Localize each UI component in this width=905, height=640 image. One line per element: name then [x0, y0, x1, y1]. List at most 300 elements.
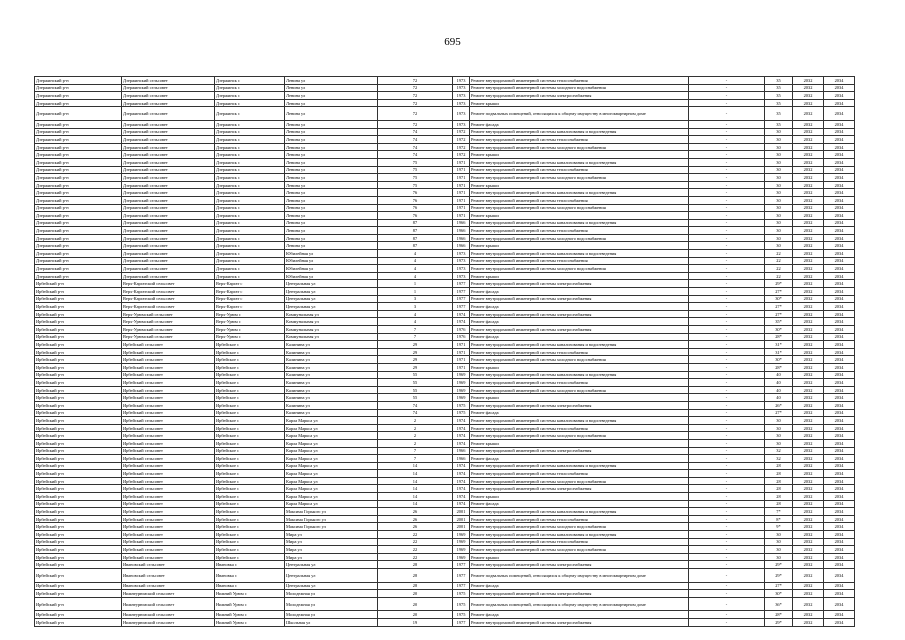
cell-house: 22 [378, 546, 453, 554]
cell-works: Ремонт внутридомовой инженерной системы канализования и водоотведения [470, 508, 689, 516]
cell-works: Ремонт внутридомовой инженерной системы электроснабжения [470, 561, 689, 569]
cell-year: 1974 [453, 310, 470, 318]
cell-settlement: Дзержинский сельсовет [122, 84, 215, 92]
cell-settlement: Ирбейский сельсовет [122, 455, 215, 463]
cell-district: Дзержинский р-н [35, 234, 122, 242]
cell-street: Ленина ул [285, 166, 378, 174]
cell-year_from: 2032 [793, 136, 824, 144]
cell-year_to: 2034 [824, 546, 855, 554]
cell-works: Ремонт крыши [470, 242, 689, 250]
cell-locality: Дзержинск с [215, 257, 285, 265]
cell-year_to: 2034 [824, 333, 855, 341]
cell-year: 1974 [453, 318, 470, 326]
cell-works: Ремонт внутридомовой инженерной системы канализования и водоотведения [470, 158, 689, 166]
cell-locality: Ирбейское с [215, 356, 285, 364]
cell-house: 22 [378, 531, 453, 539]
cell-dash: - [689, 92, 765, 100]
cell-district: Ирбейский р-н [35, 303, 122, 311]
cell-year_to: 2034 [824, 590, 855, 598]
cell-year: 1977 [453, 561, 470, 569]
cell-works: Ремонт фасада [470, 409, 689, 417]
cell-locality: Дзержинск с [215, 174, 285, 182]
cell-district: Ирбейский р-н [35, 493, 122, 501]
cell-house: 1 [378, 288, 453, 296]
cell-works: Ремонт внутридомовой инженерной системы электроснабжения [470, 618, 689, 626]
cell-year_from: 2032 [793, 394, 824, 402]
cell-year_from: 2032 [793, 470, 824, 478]
cell-percent: 30 [765, 196, 793, 204]
cell-district: Ирбейский р-н [35, 508, 122, 516]
cell-year_to: 2034 [824, 401, 855, 409]
cell-year_from: 2032 [793, 424, 824, 432]
cell-district: Ирбейский р-н [35, 618, 122, 626]
cell-house: 87 [378, 227, 453, 235]
cell-district: Ирбейский р-н [35, 318, 122, 326]
table-row [35, 341, 855, 349]
cell-settlement: Ирбейский сельсовет [122, 401, 215, 409]
cell-works: Ремонт фасада [470, 120, 689, 128]
table-row [35, 234, 855, 242]
cell-locality: Верх-Урюм с [215, 326, 285, 334]
cell-year_from: 2032 [793, 174, 824, 182]
cell-works: Ремонт подвальных помещений, относящихся к общему имуществу в многоквартирном доме [470, 107, 689, 121]
cell-district: Ирбейский р-н [35, 326, 122, 334]
table-row [35, 515, 855, 523]
cell-settlement: Нижнеурюмский сельсовет [122, 618, 215, 626]
cell-year_to: 2034 [824, 455, 855, 463]
cell-locality: Ирбейское с [215, 515, 285, 523]
cell-street: Ленина ул [285, 136, 378, 144]
cell-settlement: Нижнеурюмский сельсовет [122, 590, 215, 598]
cell-year_from: 2032 [793, 485, 824, 493]
cell-year_from: 2032 [793, 341, 824, 349]
cell-percent: 30 [765, 166, 793, 174]
cell-year: 1973 [453, 99, 470, 107]
table-row [35, 77, 855, 85]
cell-year_from: 2032 [793, 611, 824, 619]
cell-year: 1977 [453, 303, 470, 311]
cell-district: Дзержинский р-н [35, 77, 122, 85]
cell-works: Ремонт крыши [470, 181, 689, 189]
cell-works: Ремонт внутридомовой инженерной системы теплоснабжения [470, 470, 689, 478]
cell-district: Ирбейский р-н [35, 379, 122, 387]
cell-dash: - [689, 394, 765, 402]
cell-year: 1969 [453, 394, 470, 402]
cell-year: 1973 [453, 250, 470, 258]
cell-year_from: 2032 [793, 538, 824, 546]
cell-percent: 22 [765, 265, 793, 273]
cell-house: 72 [378, 92, 453, 100]
cell-percent: 28 [765, 493, 793, 501]
cell-district: Ирбейский р-н [35, 569, 122, 583]
table-row [35, 508, 855, 516]
cell-year: 1966 [453, 242, 470, 250]
cell-year_to: 2034 [824, 227, 855, 235]
cell-year_to: 2034 [824, 92, 855, 100]
cell-works: Ремонт внутридомовой инженерной системы холодного водоснабжения [470, 204, 689, 212]
cell-locality: Дзержинск с [215, 265, 285, 273]
table-row [35, 447, 855, 455]
cell-year_from: 2032 [793, 280, 824, 288]
cell-year: 1974 [453, 424, 470, 432]
cell-district: Дзержинский р-н [35, 189, 122, 197]
cell-year_from: 2032 [793, 582, 824, 590]
cell-dash: - [689, 523, 765, 531]
cell-settlement: Ирбейский сельсовет [122, 394, 215, 402]
table-row [35, 265, 855, 273]
cell-district: Ирбейский р-н [35, 582, 122, 590]
table-row [35, 84, 855, 92]
cell-year_to: 2034 [824, 280, 855, 288]
cell-works: Ремонт внутридомовой инженерной системы электроснабжения [470, 590, 689, 598]
cell-street: Молодежная ул [285, 590, 378, 598]
cell-house: 4 [378, 318, 453, 326]
cell-locality: Ирбейское с [215, 439, 285, 447]
cell-year_from: 2032 [793, 432, 824, 440]
cell-year: 1971 [453, 212, 470, 220]
table-row [35, 257, 855, 265]
cell-locality: Дзержинск с [215, 107, 285, 121]
cell-works: Ремонт внутридомовой инженерной системы холодного водоснабжения [470, 143, 689, 151]
cell-district: Ирбейский р-н [35, 371, 122, 379]
cell-percent: 22 [765, 257, 793, 265]
cell-dash: - [689, 107, 765, 121]
cell-year_from: 2032 [793, 128, 824, 136]
cell-street: Ленина ул [285, 128, 378, 136]
cell-settlement: Ирбейский сельсовет [122, 538, 215, 546]
cell-street: Ленина ул [285, 77, 378, 85]
cell-year_from: 2032 [793, 569, 824, 583]
cell-district: Дзержинский р-н [35, 92, 122, 100]
cell-house: 7 [378, 333, 453, 341]
table-row [35, 500, 855, 508]
page-number: 695 [444, 36, 461, 48]
cell-street: Ленина ул [285, 120, 378, 128]
table-row [35, 538, 855, 546]
cell-district: Ирбейский р-н [35, 523, 122, 531]
cell-works: Ремонт внутридомовой инженерной системы теплоснабжения [470, 348, 689, 356]
cell-street: Центральная ул [285, 303, 378, 311]
cell-year_to: 2034 [824, 120, 855, 128]
cell-dash: - [689, 493, 765, 501]
table-row [35, 303, 855, 311]
cell-settlement: Ирбейский сельсовет [122, 386, 215, 394]
cell-dash: - [689, 333, 765, 341]
cell-dash: - [689, 219, 765, 227]
cell-percent: 35* [765, 318, 793, 326]
cell-year: 2001 [453, 523, 470, 531]
cell-settlement: Дзержинский сельсовет [122, 77, 215, 85]
cell-house: 28 [378, 561, 453, 569]
cell-dash: - [689, 84, 765, 92]
cell-locality: Ирбейское с [215, 531, 285, 539]
cell-dash: - [689, 477, 765, 485]
cell-year: 1973 [453, 77, 470, 85]
cell-year: 1966 [453, 227, 470, 235]
cell-year: 1977 [453, 280, 470, 288]
cell-house: 2 [378, 417, 453, 425]
cell-year: 1973 [453, 92, 470, 100]
cell-year: 1966 [453, 234, 470, 242]
cell-house: 76 [378, 212, 453, 220]
cell-year_to: 2034 [824, 538, 855, 546]
table-row [35, 363, 855, 371]
cell-street: Ленина ул [285, 84, 378, 92]
cell-district: Дзержинский р-н [35, 250, 122, 258]
cell-year_from: 2032 [793, 447, 824, 455]
cell-street: Ленина ул [285, 196, 378, 204]
cell-settlement: Дзержинский сельсовет [122, 158, 215, 166]
cell-year_to: 2034 [824, 417, 855, 425]
cell-year: 1966 [453, 447, 470, 455]
cell-district: Ирбейский р-н [35, 409, 122, 417]
cell-settlement: Дзержинский сельсовет [122, 219, 215, 227]
cell-year_from: 2032 [793, 401, 824, 409]
cell-year_to: 2034 [824, 424, 855, 432]
cell-works: Ремонт внутридомовой инженерной системы канализования и водоотведения [470, 219, 689, 227]
cell-house: 3 [378, 295, 453, 303]
repair-schedule-table [34, 76, 855, 627]
cell-settlement: Дзержинский сельсовет [122, 227, 215, 235]
cell-year: 1972 [453, 128, 470, 136]
cell-year: 1974 [453, 432, 470, 440]
cell-settlement: Ирбейский сельсовет [122, 363, 215, 371]
cell-settlement: Дзержинский сельсовет [122, 250, 215, 258]
cell-street: Максима Горького ул [285, 508, 378, 516]
cell-year_to: 2034 [824, 151, 855, 159]
cell-locality: Нижний Урюм с [215, 611, 285, 619]
cell-house: 7 [378, 447, 453, 455]
cell-street: Молодежная ул [285, 611, 378, 619]
cell-works: Ремонт внутридомовой инженерной системы холодного водоснабжения [470, 386, 689, 394]
cell-house: 29 [378, 341, 453, 349]
cell-settlement: Дзержинский сельсовет [122, 212, 215, 220]
cell-settlement: Ирбейский сельсовет [122, 531, 215, 539]
cell-street: Ленина ул [285, 181, 378, 189]
table-row [35, 582, 855, 590]
cell-year_to: 2034 [824, 470, 855, 478]
cell-percent: 27* [765, 303, 793, 311]
cell-locality: Ирбейское с [215, 553, 285, 561]
cell-street: Юбилейная ул [285, 250, 378, 258]
cell-year: 1977 [453, 288, 470, 296]
cell-year_to: 2034 [824, 394, 855, 402]
table-row [35, 174, 855, 182]
cell-locality: Дзержинск с [215, 242, 285, 250]
cell-dash: - [689, 582, 765, 590]
cell-year_to: 2034 [824, 272, 855, 280]
cell-street: Калинина ул [285, 348, 378, 356]
cell-year_from: 2032 [793, 618, 824, 626]
cell-settlement: Ирбейский сельсовет [122, 409, 215, 417]
cell-house: 72 [378, 107, 453, 121]
cell-settlement: Верх-Каргатский сельсовет [122, 295, 215, 303]
cell-works: Ремонт фасада [470, 582, 689, 590]
cell-locality: Ирбейское с [215, 508, 285, 516]
cell-dash: - [689, 341, 765, 349]
cell-percent: 27* [765, 288, 793, 296]
cell-dash: - [689, 128, 765, 136]
cell-year_from: 2032 [793, 500, 824, 508]
cell-year_from: 2032 [793, 84, 824, 92]
cell-district: Ирбейский р-н [35, 485, 122, 493]
cell-settlement: Ирбейский сельсовет [122, 470, 215, 478]
cell-year_to: 2034 [824, 250, 855, 258]
cell-settlement: Ирбейский сельсовет [122, 523, 215, 531]
cell-street: Центральная ул [285, 569, 378, 583]
cell-dash: - [689, 348, 765, 356]
cell-district: Ирбейский р-н [35, 310, 122, 318]
cell-street: Карла Маркса ул [285, 493, 378, 501]
cell-percent: 40 [765, 386, 793, 394]
cell-settlement: Ирбейский сельсовет [122, 546, 215, 554]
cell-house: 76 [378, 204, 453, 212]
cell-dash: - [689, 409, 765, 417]
cell-street: Карла Маркса ул [285, 439, 378, 447]
cell-district: Ирбейский р-н [35, 455, 122, 463]
cell-locality: Ирбейское с [215, 424, 285, 432]
cell-year: 1974 [453, 485, 470, 493]
cell-district: Ирбейский р-н [35, 295, 122, 303]
cell-house: 26 [378, 515, 453, 523]
table-row [35, 618, 855, 626]
cell-year_from: 2032 [793, 92, 824, 100]
cell-year_to: 2034 [824, 515, 855, 523]
cell-house: 76 [378, 189, 453, 197]
cell-settlement: Дзержинский сельсовет [122, 107, 215, 121]
cell-dash: - [689, 143, 765, 151]
table-row [35, 310, 855, 318]
cell-year_from: 2032 [793, 234, 824, 242]
cell-percent: 27* [765, 582, 793, 590]
cell-year_to: 2034 [824, 348, 855, 356]
cell-works: Ремонт фасада [470, 611, 689, 619]
cell-house: 4 [378, 310, 453, 318]
cell-house: 72 [378, 84, 453, 92]
cell-house: 55 [378, 386, 453, 394]
cell-street: Карла Маркса ул [285, 432, 378, 440]
cell-percent: 29* [765, 618, 793, 626]
cell-dash: - [689, 356, 765, 364]
cell-locality: Ирбейское с [215, 485, 285, 493]
cell-house: 29 [378, 363, 453, 371]
cell-percent: 30 [765, 128, 793, 136]
cell-settlement: Дзержинский сельсовет [122, 242, 215, 250]
table-row [35, 401, 855, 409]
cell-year_from: 2032 [793, 227, 824, 235]
cell-dash: - [689, 462, 765, 470]
cell-year: 1976 [453, 326, 470, 334]
cell-year_to: 2034 [824, 500, 855, 508]
cell-percent: 30 [765, 546, 793, 554]
cell-house: 75 [378, 158, 453, 166]
table-row [35, 553, 855, 561]
cell-district: Ирбейский р-н [35, 439, 122, 447]
cell-locality: Ирбейское с [215, 493, 285, 501]
cell-works: Ремонт внутридомовой инженерной системы холодного водоснабжения [470, 84, 689, 92]
cell-works: Ремонт внутридомовой инженерной системы канализования и водоотведения [470, 371, 689, 379]
cell-percent: 30 [765, 432, 793, 440]
cell-locality: Ирбейское с [215, 386, 285, 394]
table-row [35, 318, 855, 326]
cell-dash: - [689, 553, 765, 561]
cell-dash: - [689, 515, 765, 523]
cell-street: Ленина ул [285, 92, 378, 100]
cell-settlement: Ирбейский сельсовет [122, 477, 215, 485]
cell-street: Калинина ул [285, 379, 378, 387]
cell-works: Ремонт внутридомовой инженерной системы электроснабжения [470, 310, 689, 318]
cell-street: Юбилейная ул [285, 265, 378, 273]
cell-house: 14 [378, 493, 453, 501]
cell-street: Карла Маркса ул [285, 424, 378, 432]
cell-works: Ремонт внутридомовой инженерной системы канализования и водоотведения [470, 250, 689, 258]
cell-year_to: 2034 [824, 493, 855, 501]
cell-works: Ремонт внутридомовой инженерной системы канализования и водоотведения [470, 128, 689, 136]
cell-year_to: 2034 [824, 439, 855, 447]
cell-works: Ремонт внутридомовой инженерной системы холодного водоснабжения [470, 356, 689, 364]
cell-year: 1974 [453, 462, 470, 470]
cell-year_to: 2034 [824, 561, 855, 569]
cell-street: Центральная ул [285, 582, 378, 590]
cell-house: 22 [378, 538, 453, 546]
cell-year_from: 2032 [793, 515, 824, 523]
cell-settlement: Дзержинский сельсовет [122, 196, 215, 204]
cell-dash: - [689, 432, 765, 440]
cell-year_from: 2032 [793, 379, 824, 387]
cell-house: 14 [378, 485, 453, 493]
cell-district: Дзержинский р-н [35, 99, 122, 107]
cell-percent: 31* [765, 348, 793, 356]
cell-dash: - [689, 531, 765, 539]
cell-works: Ремонт внутридомовой инженерной системы теплоснабжения [470, 136, 689, 144]
cell-year_from: 2032 [793, 462, 824, 470]
cell-year_to: 2034 [824, 219, 855, 227]
cell-year: 1972 [453, 151, 470, 159]
cell-year: 2001 [453, 515, 470, 523]
cell-dash: - [689, 234, 765, 242]
table-row [35, 477, 855, 485]
cell-year_from: 2032 [793, 326, 824, 334]
cell-locality: Дзержинск с [215, 212, 285, 220]
cell-street: Мира ул [285, 553, 378, 561]
cell-house: 1 [378, 280, 453, 288]
cell-dash: - [689, 212, 765, 220]
cell-district: Дзержинский р-н [35, 174, 122, 182]
cell-settlement: Дзержинский сельсовет [122, 189, 215, 197]
table-row [35, 394, 855, 402]
cell-dash: - [689, 257, 765, 265]
cell-street: Карла Маркса ул [285, 447, 378, 455]
cell-house: 55 [378, 394, 453, 402]
cell-works: Ремонт крыши [470, 493, 689, 501]
table-row [35, 128, 855, 136]
cell-street: Калинина ул [285, 356, 378, 364]
cell-house: 87 [378, 219, 453, 227]
table-row [35, 288, 855, 296]
cell-house: 72 [378, 77, 453, 85]
cell-works: Ремонт внутридомовой инженерной системы канализования и водоотведения [470, 531, 689, 539]
cell-street: Мира ул [285, 546, 378, 554]
cell-settlement: Верх-Каргатский сельсовет [122, 280, 215, 288]
cell-settlement: Ирбейский сельсовет [122, 356, 215, 364]
cell-settlement: Верх-Каргатский сельсовет [122, 303, 215, 311]
cell-dash: - [689, 136, 765, 144]
cell-year: 1972 [453, 143, 470, 151]
cell-house: 14 [378, 500, 453, 508]
cell-district: Дзержинский р-н [35, 151, 122, 159]
cell-locality: Ивановка с [215, 582, 285, 590]
cell-works: Ремонт внутридомовой инженерной системы теплоснабжения [470, 77, 689, 85]
